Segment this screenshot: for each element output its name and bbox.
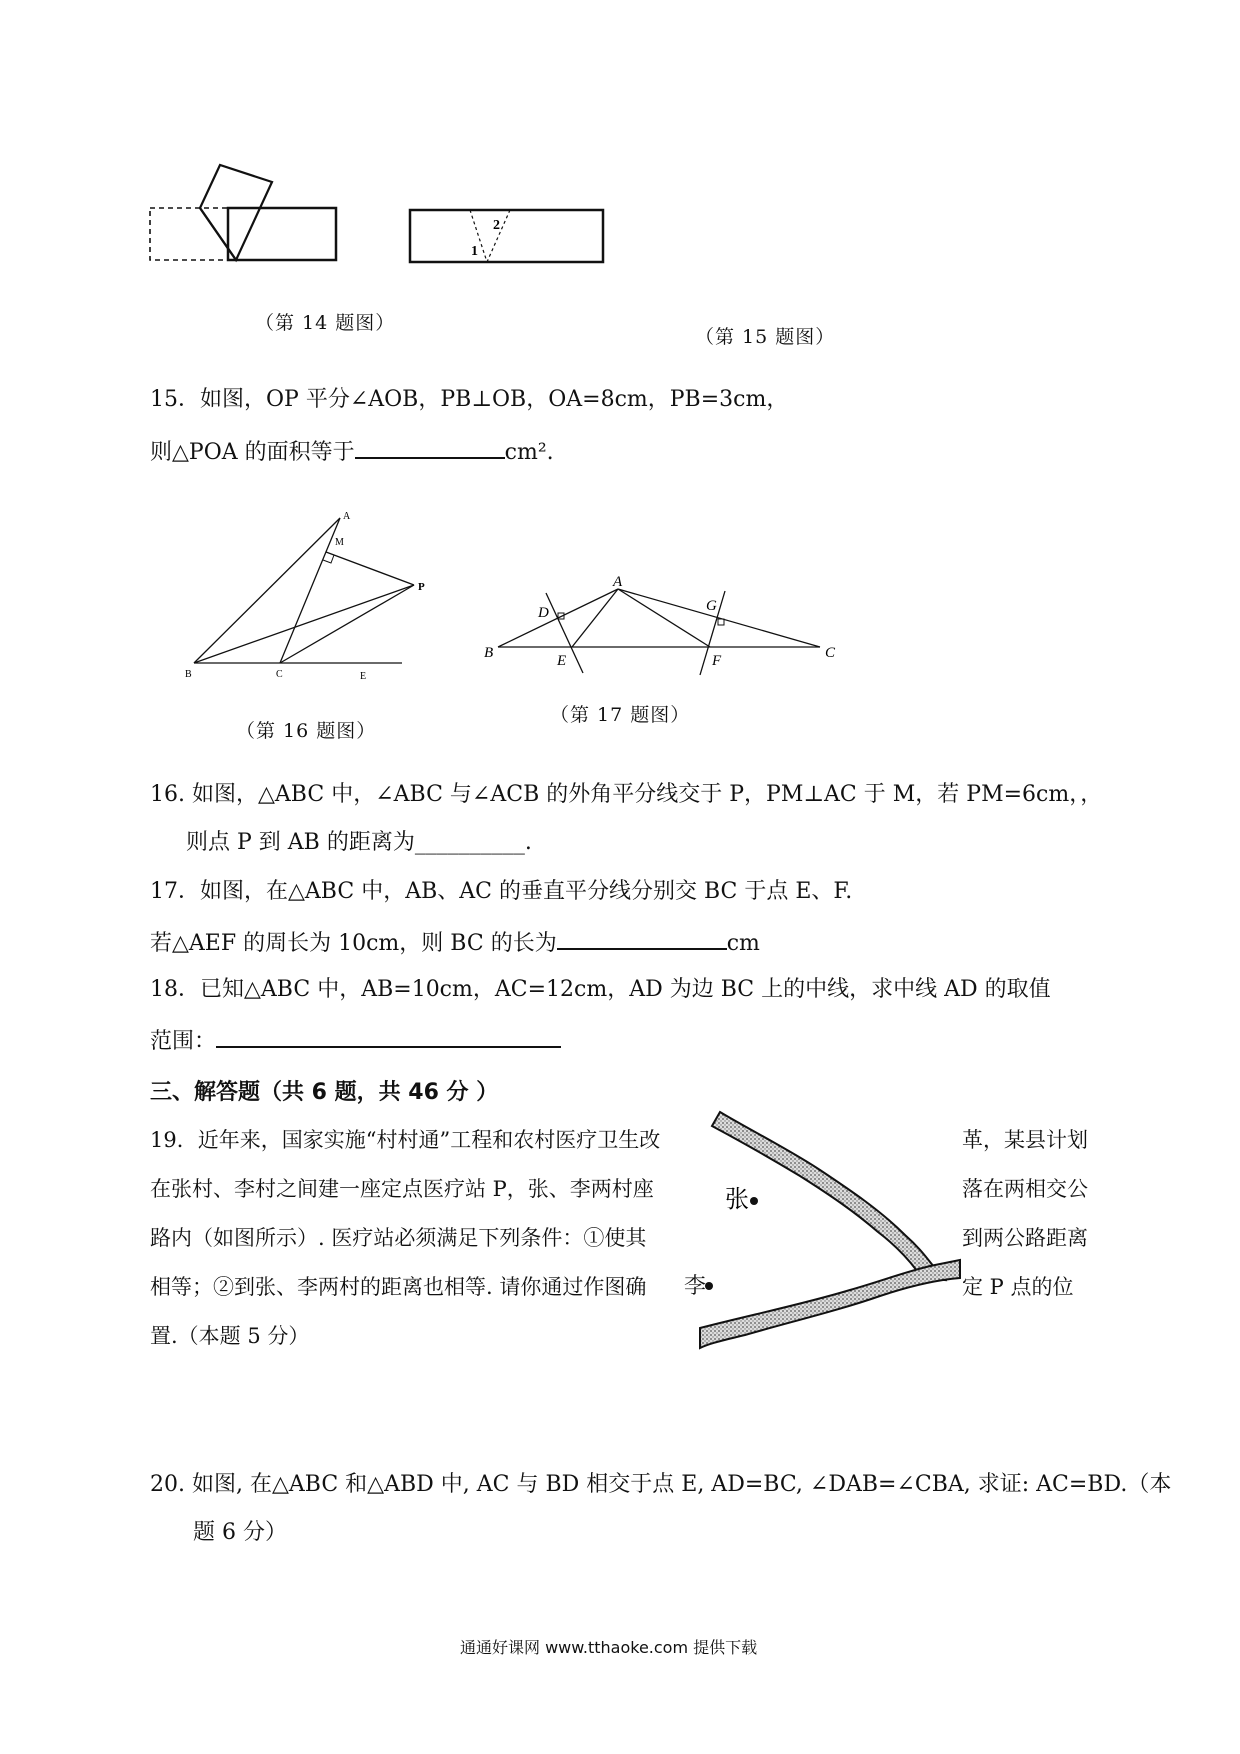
fig17-label-E: E	[557, 653, 567, 669]
q17-line2	[150, 926, 760, 959]
q18-line1: 18．已知△ABC 中，AB=10cm，AC=12cm，AD 为边 BC 上的中线，求中线 AD 的取值	[150, 977, 1051, 1002]
q20-line2: 题 6 分）	[193, 1520, 287, 1545]
q18-line2	[150, 1024, 561, 1057]
q15-line1: 15．如图，OP 平分∠AOB，PB⊥OB，OA=8cm，PB=3cm，	[150, 387, 789, 412]
q15-line2-post: cm².	[504, 440, 554, 465]
q19-left-line-1: 19．近年来，国家实施“村村通”工程和农村医疗卫生改	[150, 1128, 661, 1152]
li-village-point	[705, 1282, 713, 1290]
q19-left-line-3: 路内（如图所示）. 医疗站必须满足下列条件：①使其	[150, 1226, 647, 1250]
fig16-label-P: P	[418, 581, 425, 593]
figure-16-caption: （第 16 题图）	[236, 720, 377, 742]
angle-2-label: 2	[493, 218, 500, 233]
angle-1-label: 1	[471, 244, 478, 259]
fig16-label-E: E	[360, 671, 367, 682]
figure-17-caption: （第 17 题图）	[550, 704, 691, 726]
figure-19-roads-map	[690, 1110, 960, 1350]
q18-line2-pre: 范围：	[150, 1029, 217, 1054]
q19-right-line-4: 定 P 点的位	[962, 1275, 1074, 1299]
q19-right-line-3: 到两公路距离	[962, 1226, 1088, 1250]
section-3-title: 三、解答题（共 6 题，共 46 分 ）	[150, 1080, 499, 1105]
q18-answer-blank[interactable]	[216, 1024, 561, 1048]
map-label-li: 李	[684, 1274, 707, 1299]
fig17-label-D: D	[538, 605, 549, 621]
figure-16	[180, 505, 430, 682]
fig17-label-G: G	[706, 598, 717, 614]
map-label-zhang: 张	[725, 1187, 749, 1213]
figure-17	[480, 575, 840, 685]
q16-line2: 则点 P 到 AB 的距离为__________.	[186, 830, 532, 855]
fig16-label-A: A	[343, 511, 351, 522]
q17-line2-post: cm	[726, 931, 760, 956]
fig17-label-B: B	[484, 645, 494, 661]
q15-line2	[150, 435, 554, 468]
q15-answer-blank[interactable]	[355, 435, 505, 459]
figure-15	[410, 205, 610, 265]
q19-left-line-5: 置.（本题 5 分）	[150, 1324, 310, 1348]
q15-line2-pre: 则△POA 的面积等于	[150, 440, 355, 465]
page-footer: 通通好课网 www.tthaoke.com 提供下载	[460, 1638, 758, 1657]
q19-left-line-4: 相等；②到张、李两村的距离也相等. 请你通过作图确	[150, 1275, 647, 1299]
zhang-village-point	[750, 1197, 758, 1205]
q19-right-line-1: 革，某县计划	[962, 1128, 1088, 1152]
figure-15-caption: （第 15 题图）	[695, 326, 836, 348]
fig16-label-B: B	[185, 669, 192, 680]
fig16-label-M: M	[335, 537, 344, 548]
q19-right-line-2: 落在两相交公	[962, 1177, 1088, 1201]
figure-14	[150, 160, 360, 270]
fig17-label-A: A	[613, 574, 623, 590]
fig16-label-C: C	[276, 669, 283, 680]
q17-line1: 17．如图，在△ABC 中，AB、AC 的垂直平分线分别交 BC 于点 E、F.	[150, 879, 853, 904]
figure-14-caption: （第 14 题图）	[255, 312, 396, 334]
q19-left-line-2: 在张村、李村之间建一座定点医疗站 P，张、李两村座	[150, 1177, 654, 1201]
q17-answer-blank[interactable]	[557, 926, 727, 950]
fig17-label-F: F	[712, 653, 722, 669]
q16-line1: 16. 如图，△ABC 中，∠ABC 与∠ACB 的外角平分线交于 P，PM⊥AC 于 M，若 PM=6cm，，	[150, 782, 1103, 807]
q17-line2-pre: 若△AEF 的周长为 10cm，则 BC 的长为	[150, 931, 557, 956]
fig17-label-C: C	[825, 645, 836, 661]
q20-line1: 20. 如图, 在△ABC 和△ABD 中, AC 与 BD 相交于点 E, AD=BC, ∠DAB=∠CBA, 求证: AC=BD.（本	[150, 1472, 1172, 1497]
